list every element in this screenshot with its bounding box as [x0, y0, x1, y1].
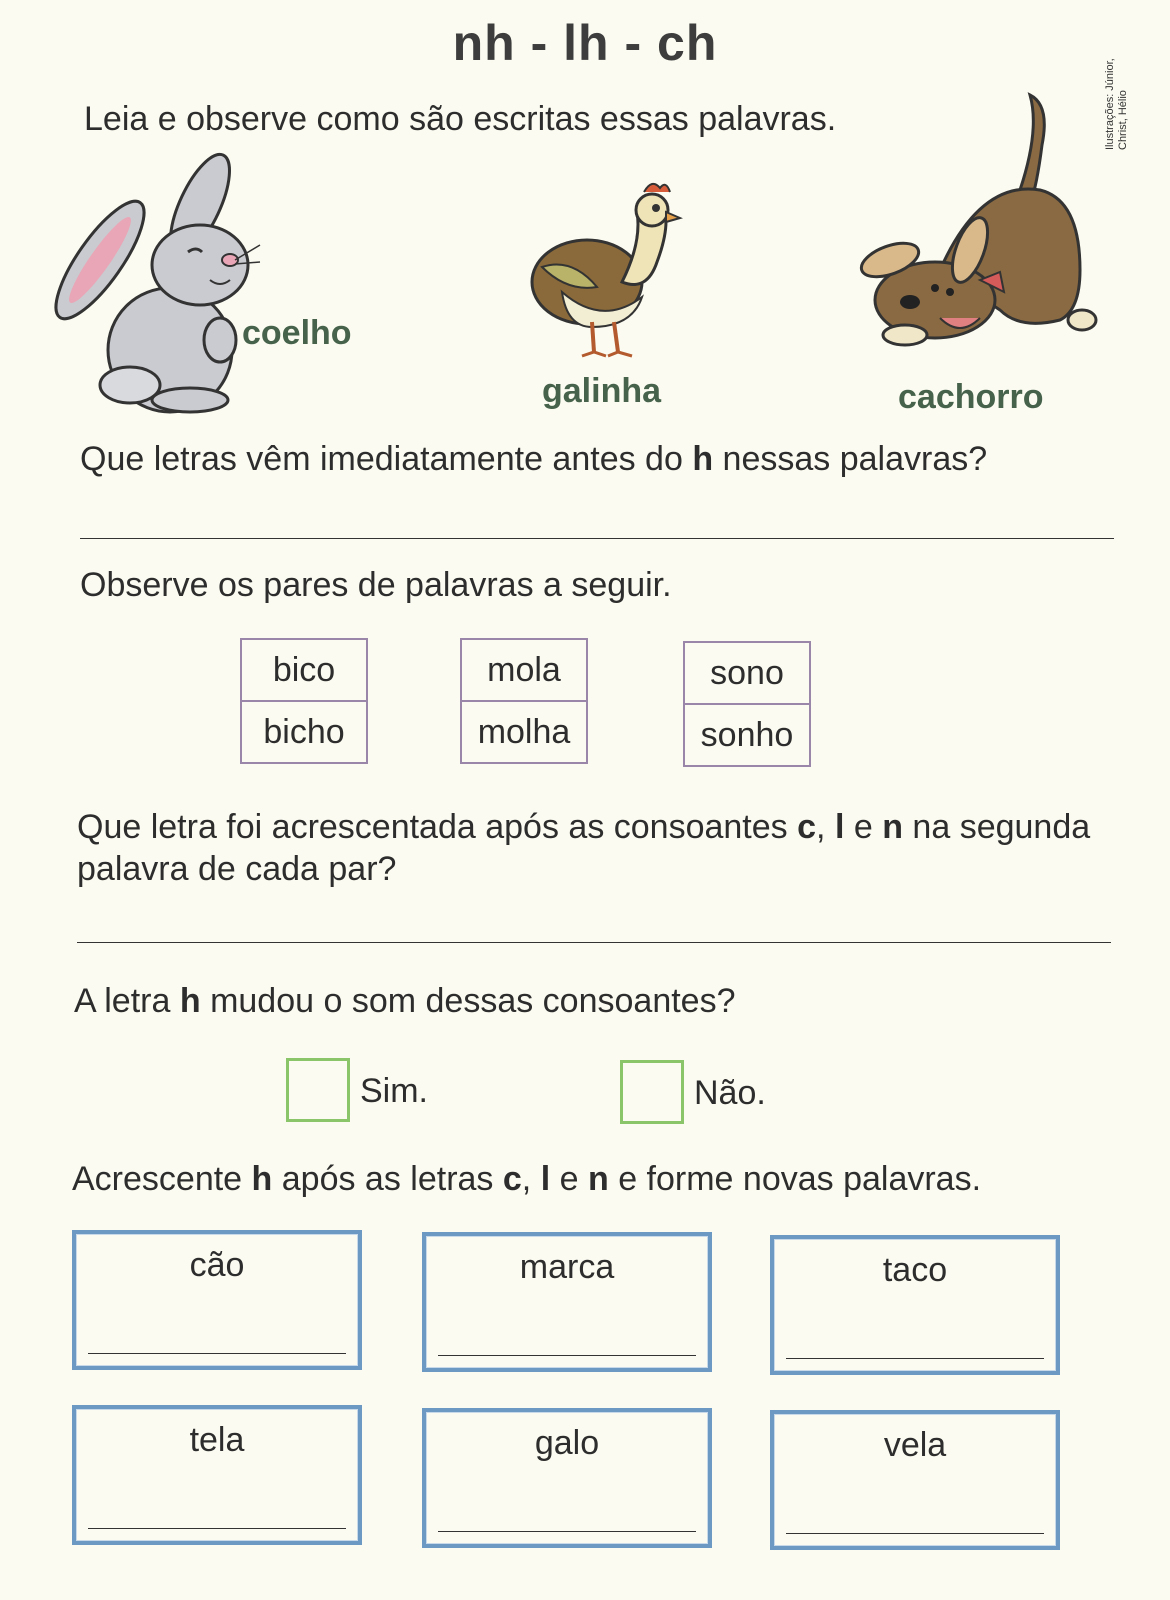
word-box-4	[72, 1405, 362, 1545]
question-2-sep1: ,	[816, 808, 835, 846]
word-box-6	[770, 1410, 1060, 1550]
word-box-5-word: galo	[534, 1424, 600, 1462]
word-box-1-word: cão	[189, 1246, 245, 1284]
word-box-3	[770, 1235, 1060, 1375]
word-box-6-word: vela	[883, 1426, 947, 1464]
word-pair-1	[240, 638, 368, 764]
question-4-h: h	[251, 1160, 273, 1198]
question-1-bold: h	[692, 440, 714, 478]
word-box-4-answer-line[interactable]	[88, 1528, 346, 1529]
word-box-5-answer-line[interactable]	[438, 1531, 696, 1532]
pair-2-top: mola	[487, 651, 561, 689]
pair-2-bottom: molha	[462, 700, 586, 762]
yes-label: Sim.	[360, 1072, 428, 1110]
dog-label: cachorro	[898, 378, 1044, 416]
answer-line-1[interactable]	[80, 538, 1114, 539]
observe-text: Observe os pares de palavras a seguir.	[80, 566, 672, 604]
intro-text: Leia e observe como são escritas essas palavras.	[84, 100, 837, 138]
word-box-1	[72, 1230, 362, 1370]
question-2-n: n	[882, 808, 903, 846]
question-4-text-a: Acrescente	[72, 1160, 252, 1198]
question-2-c: c	[797, 808, 817, 846]
question-4	[72, 1160, 981, 1199]
hen-label: galinha	[542, 372, 662, 410]
page-title: nh - lh - ch	[452, 15, 718, 71]
question-4-sep1: ,	[521, 1160, 541, 1198]
question-2-line-2: palavra de cada par?	[77, 850, 397, 888]
word-box-2	[422, 1232, 712, 1372]
rabbit-illustration	[60, 150, 260, 415]
word-box-2-word: marca	[519, 1248, 615, 1286]
dog-illustration	[850, 90, 1100, 375]
question-4-l: l	[540, 1160, 551, 1198]
word-pair-3	[683, 641, 811, 767]
question-1	[80, 440, 987, 479]
hen-illustration	[522, 172, 682, 367]
word-box-2-answer-line[interactable]	[438, 1355, 696, 1356]
question-1-text-a: Que letras vêm imediatamente antes do	[80, 440, 693, 478]
word-box-3-word: taco	[882, 1251, 948, 1289]
word-box-6-answer-line[interactable]	[786, 1533, 1044, 1534]
rabbit-label: coelho	[242, 314, 352, 352]
question-2-sep2: e	[844, 808, 883, 846]
pair-3-bottom: sonho	[685, 703, 809, 765]
answer-line-2[interactable]	[77, 942, 1111, 943]
no-checkbox[interactable]	[620, 1060, 684, 1124]
question-2-l: l	[834, 808, 845, 846]
yes-checkbox[interactable]	[286, 1058, 350, 1122]
question-3-text-b: mudou o som dessas consoantes?	[200, 982, 736, 1020]
question-1-text-b: nessas palavras?	[713, 440, 988, 478]
question-3-text-a: A letra	[74, 982, 180, 1020]
question-4-n: n	[587, 1160, 609, 1198]
word-box-4-word: tela	[189, 1421, 245, 1459]
question-3-bold: h	[179, 982, 201, 1020]
question-2-text-a: Que letra foi acrescentada após as consoantes	[77, 808, 798, 846]
illustration-credit: Ilustrações: Júnior, Christ, Hélio	[1104, 58, 1129, 150]
no-label: Não.	[694, 1074, 766, 1112]
word-box-3-answer-line[interactable]	[786, 1358, 1044, 1359]
word-box-5	[422, 1408, 712, 1548]
question-2	[77, 806, 1090, 890]
word-box-1-answer-line[interactable]	[88, 1353, 346, 1354]
question-3	[74, 982, 736, 1021]
question-4-sep2: e	[550, 1160, 588, 1198]
pair-3-top: sono	[710, 654, 784, 692]
question-2-text-b: na segunda	[902, 808, 1091, 846]
pair-1-top: bico	[272, 651, 336, 689]
word-pair-2	[460, 638, 588, 764]
question-4-text-b: após as letras	[272, 1160, 503, 1198]
question-4-text-c: e forme novas palavras.	[608, 1160, 982, 1198]
question-4-c: c	[502, 1160, 522, 1198]
pair-1-bottom: bicho	[242, 700, 366, 762]
